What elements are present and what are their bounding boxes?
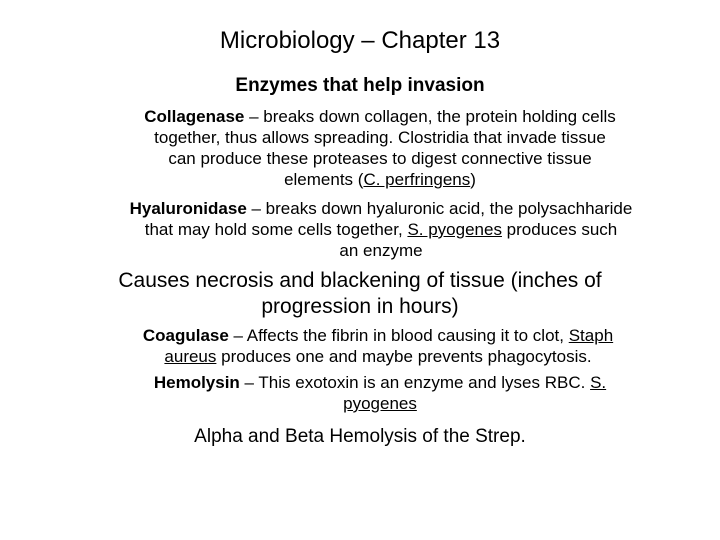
hyaluronidase-term: Hyaluronidase (129, 199, 247, 218)
coagulase-line-2 (86, 346, 670, 367)
hyaluronidase-paragraph (76, 198, 686, 261)
collagenase-line-2: together, thus allows spreading. Clostridia that invade tissue (154, 128, 606, 147)
hyaluronidase-line-2 (76, 219, 686, 240)
hyaluronidase-line-3: an enzyme (339, 241, 423, 260)
collagenase-line-1 (90, 106, 670, 127)
organism-c-perfringens: C. perfringens (363, 170, 471, 189)
collagenase-text-4-pre: elements ( (284, 170, 364, 189)
organism-aureus: aureus (164, 347, 217, 366)
hemolysis-caption: Alpha and Beta Hemolysis of the Strep. (194, 426, 526, 447)
organism-s-pyogenes: S. pyogenes (407, 220, 502, 239)
collagenase-line-3: can produce these proteases to digest connective tissue (168, 149, 592, 168)
hemolysin-text-1: – This exotoxin is an enzyme and lyses RBC. (239, 373, 591, 392)
necrosis-paragraph (70, 268, 650, 320)
hemolysin-paragraph (90, 372, 670, 414)
organism-pyogenes: pyogenes (343, 394, 417, 413)
collagenase-paragraph (90, 106, 670, 190)
coagulase-text-1: – Affects the fibrin in blood causing it to clot, (228, 326, 569, 345)
necrosis-line-2: progression in hours) (261, 295, 459, 318)
page-title: Microbiology – Chapter 13 (219, 27, 501, 54)
coagulase-line-1 (86, 325, 670, 346)
hyaluronidase-text-1: – breaks down hyaluronic acid, the polysachharide (246, 199, 633, 218)
section-heading: Enzymes that help invasion (235, 75, 485, 96)
hemolysin-line-1 (90, 372, 670, 393)
hyaluronidase-text-2-post: produces such (501, 220, 618, 239)
collagenase-line-4 (90, 169, 670, 190)
organism-s: S. (590, 373, 607, 392)
coagulase-text-2: produces one and maybe prevents phagocytosis. (216, 347, 592, 366)
collagenase-text-4-post: ) (470, 170, 476, 189)
coagulase-term: Coagulase (142, 326, 229, 345)
coagulase-paragraph (86, 325, 670, 367)
hyaluronidase-line-1 (76, 198, 686, 219)
hemolysin-line-2 (90, 393, 670, 414)
hemolysin-term: Hemolysin (153, 373, 240, 392)
necrosis-line-1: Causes necrosis and blackening of tissue (inches of (118, 269, 602, 292)
organism-staph: Staph (568, 326, 614, 345)
hyaluronidase-text-2-pre: that may hold some cells together, (144, 220, 408, 239)
collagenase-text-1: – breaks down collagen, the protein holding cells (244, 107, 616, 126)
collagenase-term: Collagenase (144, 107, 245, 126)
